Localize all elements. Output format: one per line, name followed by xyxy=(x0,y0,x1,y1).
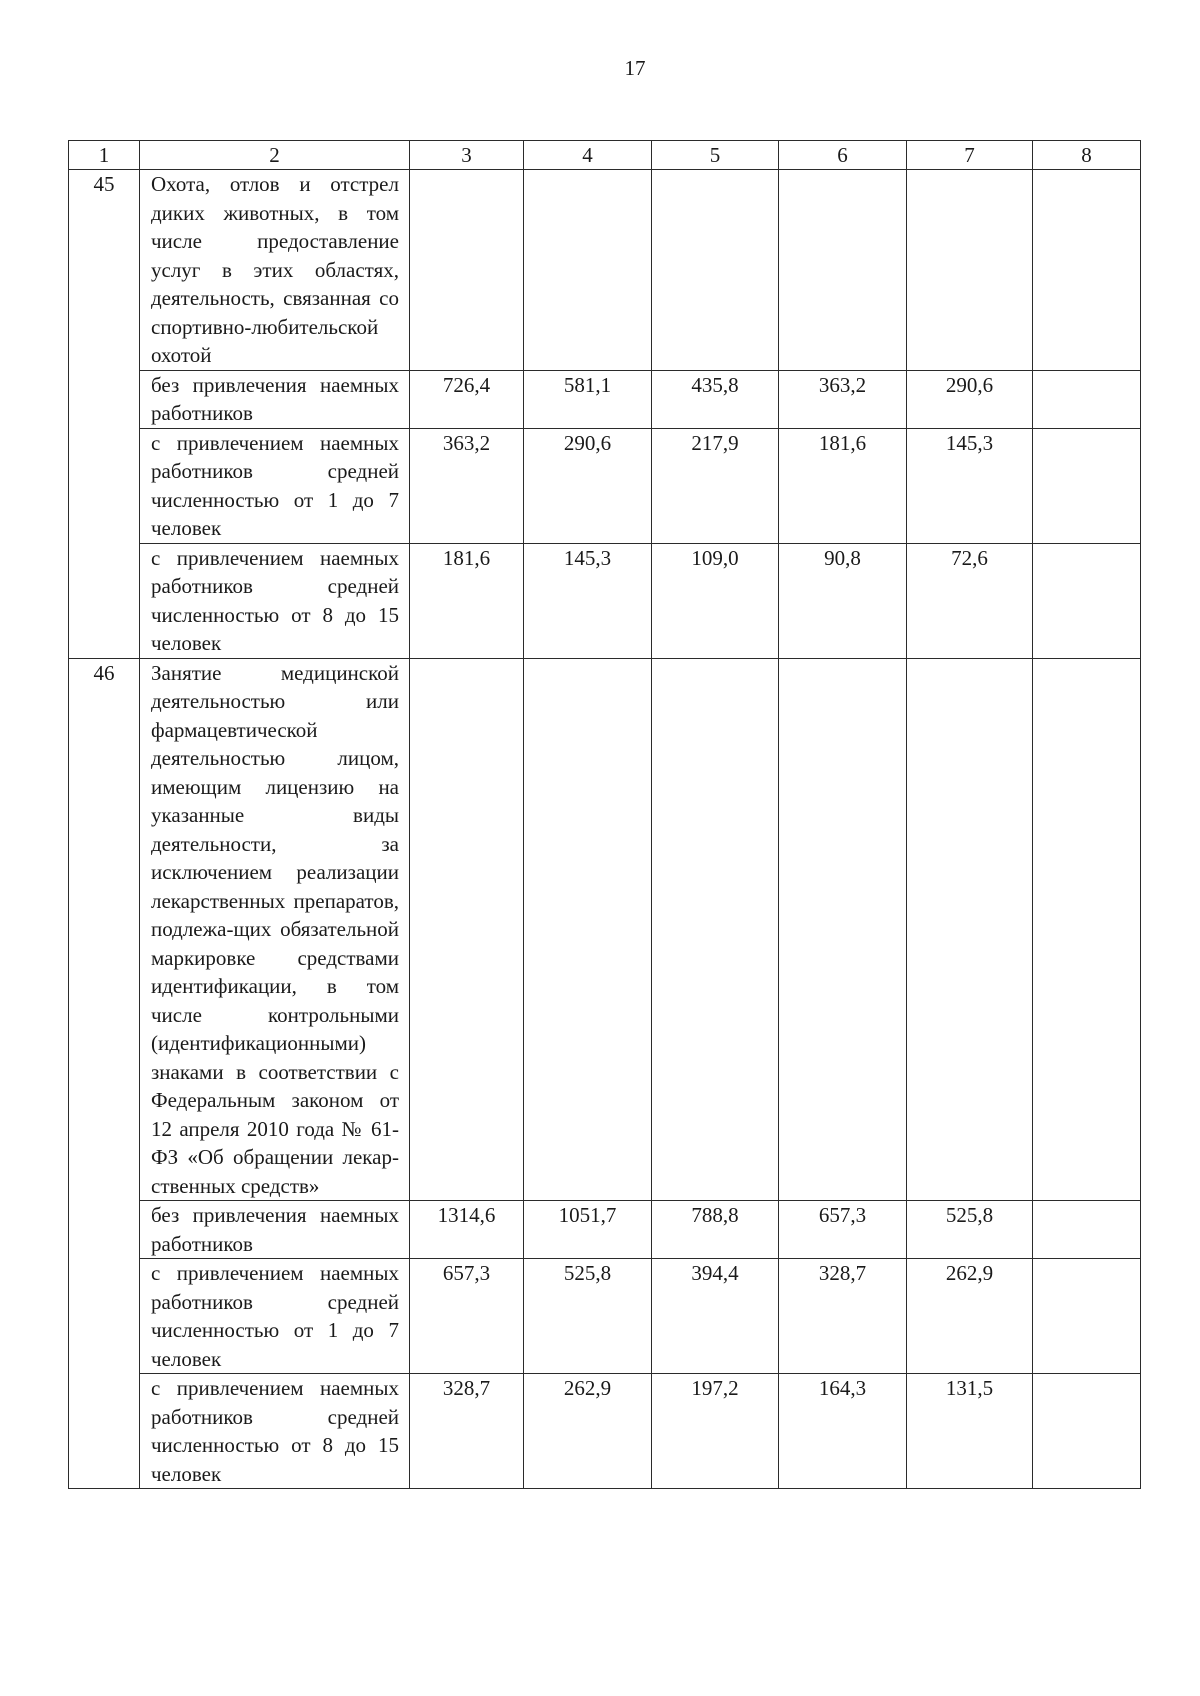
value-cell: 1314,6 xyxy=(410,1201,524,1259)
column-header-7: 7 xyxy=(907,141,1033,170)
value-cell: 363,2 xyxy=(410,428,524,543)
group-title: Занятие медицинской деятельностью или фармацевтической деятельностью лицом, имеющим лицензию на указанные виды деятельности, за исключением реализации лекарственных препаратов, подлежа-щих обязательной маркировке средствами идентификации, в том числе контрольными (идентификационными) знаками в соответствии с Федеральным законом от 12 апреля 2010 года № 61-ФЗ «Об обращении лекар-ственных средств» xyxy=(140,658,410,1201)
empty-cell xyxy=(652,170,779,371)
row-label: без привлечения наемных работников xyxy=(140,370,410,428)
column-header-4: 4 xyxy=(524,141,652,170)
empty-cell xyxy=(524,170,652,371)
empty-cell xyxy=(652,658,779,1201)
empty-cell xyxy=(779,170,907,371)
row-label: с привлечением наемных работников средней численностью от 1 до 7 человек xyxy=(140,428,410,543)
table-row-group-title xyxy=(69,658,1141,1201)
value-cell: 328,7 xyxy=(410,1374,524,1489)
value-cell: 262,9 xyxy=(524,1374,652,1489)
column-header-2: 2 xyxy=(140,141,410,170)
empty-cell xyxy=(907,170,1033,371)
value-cell: 262,9 xyxy=(907,1259,1033,1374)
table-row xyxy=(69,370,1141,428)
header-row xyxy=(69,141,1141,170)
empty-cell xyxy=(410,658,524,1201)
empty-cell xyxy=(1033,658,1141,1201)
table-row xyxy=(69,428,1141,543)
table-row-group-title xyxy=(69,170,1141,371)
value-cell: 290,6 xyxy=(907,370,1033,428)
value-cell xyxy=(1033,543,1141,658)
value-cell: 581,1 xyxy=(524,370,652,428)
value-cell xyxy=(1033,1374,1141,1489)
column-header-6: 6 xyxy=(779,141,907,170)
empty-cell xyxy=(779,658,907,1201)
value-cell xyxy=(1033,428,1141,543)
value-cell: 328,7 xyxy=(779,1259,907,1374)
row-label: без привлечения наемных работников xyxy=(140,1201,410,1259)
value-cell: 525,8 xyxy=(907,1201,1033,1259)
empty-cell xyxy=(410,170,524,371)
value-cell: 145,3 xyxy=(907,428,1033,543)
column-header-1: 1 xyxy=(69,141,140,170)
column-header-8: 8 xyxy=(1033,141,1141,170)
value-cell: 164,3 xyxy=(779,1374,907,1489)
row-label: с привлечением наемных работников средней численностью от 1 до 7 человек xyxy=(140,1259,410,1374)
value-cell xyxy=(1033,1201,1141,1259)
value-cell: 90,8 xyxy=(779,543,907,658)
table-row xyxy=(69,1259,1141,1374)
group-number: 45 xyxy=(69,170,140,659)
column-header-5: 5 xyxy=(652,141,779,170)
table-row xyxy=(69,1201,1141,1259)
value-cell: 657,3 xyxy=(779,1201,907,1259)
value-cell: 525,8 xyxy=(524,1259,652,1374)
empty-cell xyxy=(907,658,1033,1201)
row-label: с привлечением наемных работников средней численностью от 8 до 15 человек xyxy=(140,1374,410,1489)
value-cell: 726,4 xyxy=(410,370,524,428)
row-label: с привлечением наемных работников средней численностью от 8 до 15 человек xyxy=(140,543,410,658)
empty-cell xyxy=(1033,170,1141,371)
table-row xyxy=(69,1374,1141,1489)
column-header-3: 3 xyxy=(410,141,524,170)
value-cell: 394,4 xyxy=(652,1259,779,1374)
value-cell: 181,6 xyxy=(779,428,907,543)
value-cell: 181,6 xyxy=(410,543,524,658)
value-cell: 788,8 xyxy=(652,1201,779,1259)
value-cell: 290,6 xyxy=(524,428,652,543)
value-cell: 197,2 xyxy=(652,1374,779,1489)
page-number: 17 xyxy=(624,56,646,80)
value-cell: 657,3 xyxy=(410,1259,524,1374)
value-cell: 72,6 xyxy=(907,543,1033,658)
empty-cell xyxy=(524,658,652,1201)
rates-table xyxy=(68,140,1141,1489)
group-title: Охота, отлов и отстрел диких животных, в том числе предоставление услуг в этих областях, деятельность, связанная со спортивно-любительской охотой xyxy=(140,170,410,371)
value-cell: 145,3 xyxy=(524,543,652,658)
value-cell xyxy=(1033,370,1141,428)
value-cell: 217,9 xyxy=(652,428,779,543)
value-cell: 109,0 xyxy=(652,543,779,658)
value-cell: 1051,7 xyxy=(524,1201,652,1259)
value-cell xyxy=(1033,1259,1141,1374)
value-cell: 363,2 xyxy=(779,370,907,428)
table-row xyxy=(69,543,1141,658)
value-cell: 435,8 xyxy=(652,370,779,428)
value-cell: 131,5 xyxy=(907,1374,1033,1489)
group-number: 46 xyxy=(69,658,140,1489)
